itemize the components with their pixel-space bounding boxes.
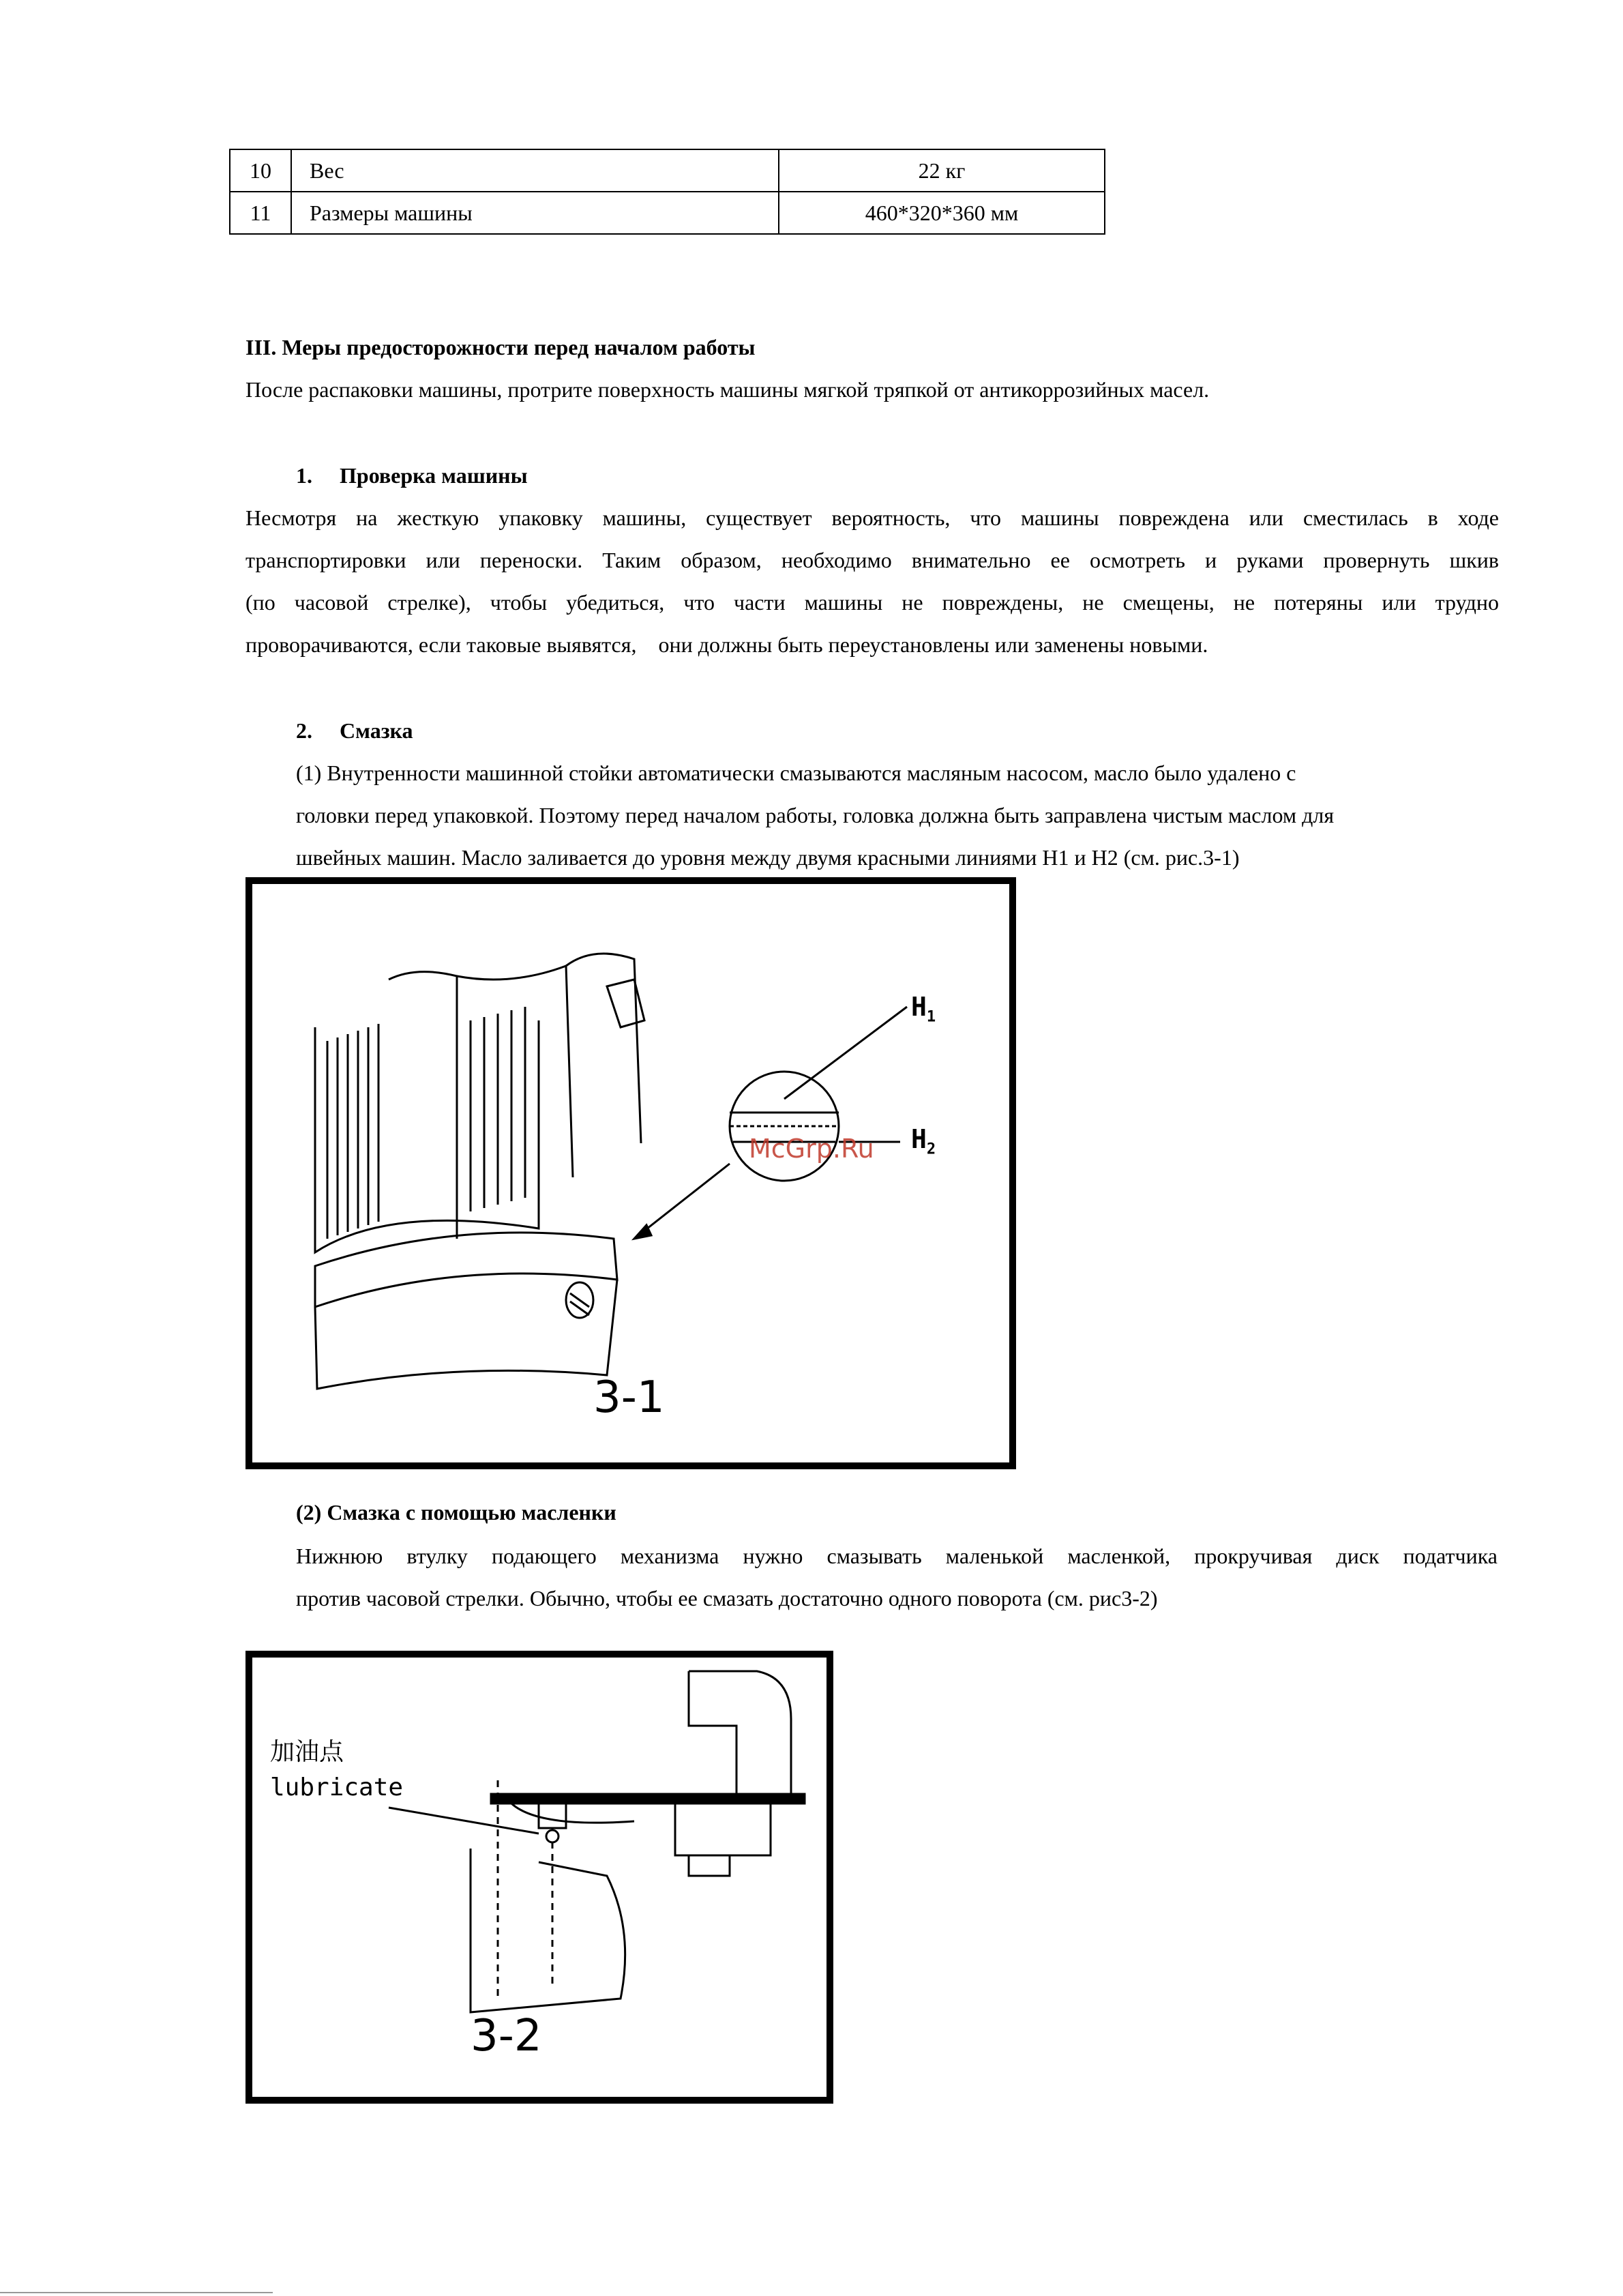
- table-cell-num: 11: [230, 192, 291, 234]
- subsection-title: 1. Проверка машины: [296, 463, 528, 488]
- section-intro: После распаковки машины, протрите поверхность машины мягкой тряпкой от антикоррозийных масел.: [245, 377, 1210, 402]
- figure-caption: 3-1: [593, 1372, 665, 1423]
- paragraph-line: против часовой стрелки. Обычно, чтобы ее смазать достаточно одного поворота (см. рис3-2): [296, 1586, 1158, 1610]
- watermark: McGrp.Ru: [749, 1134, 874, 1164]
- footer-divider: [0, 2292, 273, 2293]
- paragraph-line: Нижнюю втулку подающего механизма нужно смазывать маленькой масленкой, прокручивая диск податчика: [296, 1544, 1498, 1568]
- table-cell-num: 10: [230, 149, 291, 192]
- paragraph-line: (1) Внутренности машинной стойки автоматически смазываются масляным насосом, масло было удалено с: [296, 761, 1296, 785]
- label-h1: $H_1$: [911, 992, 936, 1026]
- paragraph-line: проворачиваются, если таковые выявятся, они должны быть переустановлены или заменены новыми.: [245, 632, 1208, 657]
- paragraph-line: (по часовой стрелке), чтобы убедиться, что части машины не повреждены, не смещены, не потеряны или трудно: [245, 590, 1499, 615]
- table-cell-name: Размеры машины: [291, 192, 779, 234]
- label-chinese: 加油点: [270, 1738, 344, 1766]
- table-cell-value: 22 кг: [779, 149, 1105, 192]
- subsection-title: (2) Смазка с помощью масленки: [296, 1500, 616, 1525]
- table-cell-name: Вес: [291, 149, 779, 192]
- paragraph-line: транспортировки или переноски. Таким образом, необходимо внимательно ее осмотреть и руками провернуть шкив: [245, 548, 1499, 572]
- table-row: [230, 149, 1105, 192]
- paragraph-line: Несмотря на жесткую упаковку машины, существует вероятность, что машины повреждена или сместилась в ходе: [245, 505, 1499, 530]
- table-cell-value: 460*320*360 мм: [779, 192, 1105, 234]
- table-row: [230, 192, 1105, 234]
- section-title: III. Меры предосторожности перед началом работы: [245, 335, 756, 359]
- figure-3-2: [245, 1651, 833, 2104]
- spec-table: [229, 149, 1105, 235]
- figure-caption: 3-2: [471, 2011, 542, 2061]
- label-h2: $H_2$: [911, 1124, 936, 1158]
- paragraph-line: головки перед упаковкой. Поэтому перед началом работы, головка должна быть заправлена чистым маслом для: [296, 803, 1335, 827]
- subsection-title: 2. Смазка: [296, 718, 413, 743]
- paragraph-line: швейных машин. Масло заливается до уровня между двумя красными линиями H1 и H2 (см. рис.3-1): [296, 845, 1240, 870]
- label-lubricate: lubricate: [270, 1773, 404, 1801]
- figure-3-1: [245, 877, 1016, 1469]
